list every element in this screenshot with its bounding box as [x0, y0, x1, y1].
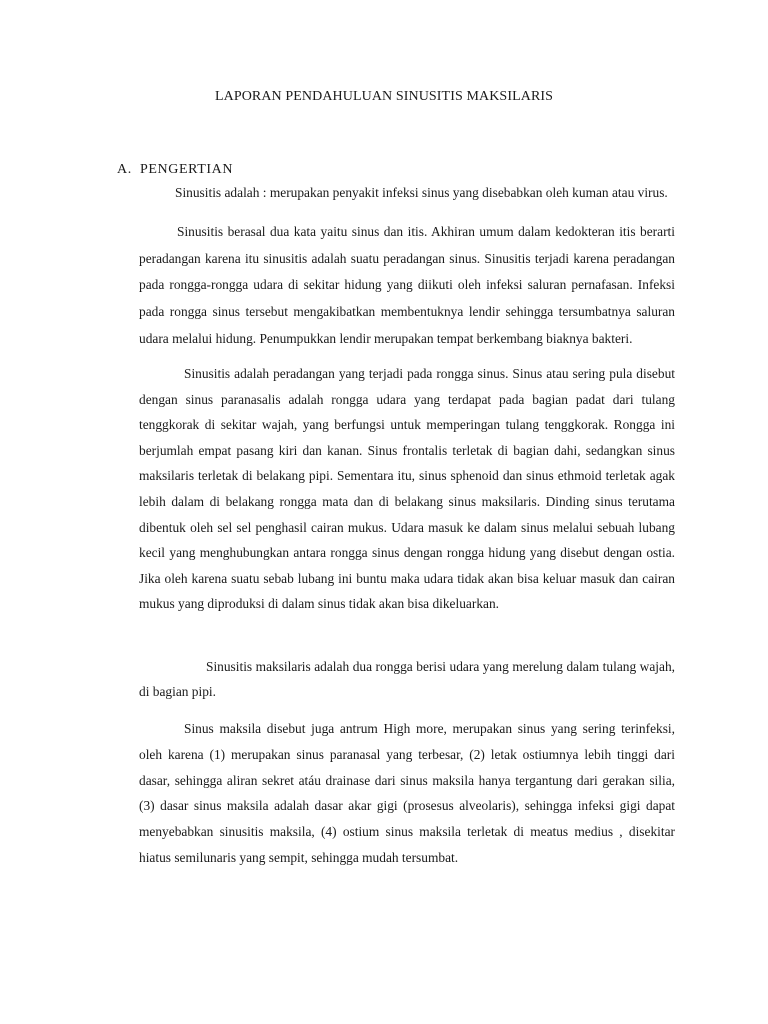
paragraph-etymology: Sinusitis berasal dua kata yaitu sinus dan itis. Akhiran umum dalam kedokteran itis berarti peradangan karena itu sinusitis adalah suatu peradangan sinus. Sinusitis terjadi karena peradangan pada rongga-rongga udara di sekitar hidung yang diikuti oleh infeksi saluran pernafasan. Infeksi pada rongga sinus tersebut mengakibatkan membentuknya lendir sehingga tersumbatnya saluran udara melalui hidung. Penumpukkan lendir merupakan tempat berkembang biaknya bakteri. — [139, 224, 675, 346]
section-heading — [117, 162, 233, 178]
section-title: PENGERTIAN — [140, 162, 234, 177]
document-title: LAPORAN PENDAHULUAN SINUSITIS MAKSILARIS — [214, 89, 554, 104]
paragraph-maxillary-sinus: Sinus maksila disebut juga antrum High more, merupakan sinus yang sering terinfeksi, oleh karena (1) merupakan sinus paranasal yang terbesar, (2) letak ostiumnya lebih tinggi dari dasar, sehingga aliran sekret atáu drainase dari sinus maksila hanya tergantung dari gerakan silia, (3) dasar sinus maksila adalah dasar akar gigi (prosesus alveolaris), sehingga infeksi gigi dapat menyebabkan sinusitis maksila, (4) ostium sinus maksila terletak di meatus medius , disekitar hiatus semilunaris yang sempit, sehingga mudah tersumbat. — [139, 721, 675, 865]
paragraph-sinus-anatomy: Sinusitis adalah peradangan yang terjadi pada rongga sinus. Sinus atau sering pula disebut dengan sinus paranasalis adalah rongga udara yang terdapat pada bagian padat dari tulang tenggkorak di sekitar wajah, yang berfungsi untuk memperingan tulang tenggkorak. Rongga ini berjumlah empat pasang kiri dan kanan. Sinus frontalis terletak di bagian dahi, sedangkan sinus maksilaris terletak di belakang pipi. Sementara itu, sinus sphenoid dan sinus ethmoid terletak agak lebih dalam di belakang rongga mata dan di belakang sinus maksilaris. Dinding sinus terutama dibentuk oleh sel sel penghasil cairan mukus. Udara masuk ke dalam sinus melalui sebuah lubang kecil yang menghubungkan antara rongga sinus dengan rongga hidung yang disebut dengan ostia. Jika oleh karena suatu sebab lubang ini buntu maka udara tidak akan bisa keluar masuk dan cairan mukus yang diproduksi di dalam sinus tidak akan bisa dikeluarkan. — [139, 366, 675, 612]
paragraph-definition: Sinusitis adalah : merupakan penyakit infeksi sinus yang disebabkan oleh kuman atau virus. — [175, 185, 668, 200]
section-number: A. — [117, 162, 132, 177]
paragraph-maxillary-definition: Sinusitis maksilaris adalah dua rongga berisi udara yang merelung dalam tulang wajah, di bagian pipi. — [139, 659, 675, 699]
